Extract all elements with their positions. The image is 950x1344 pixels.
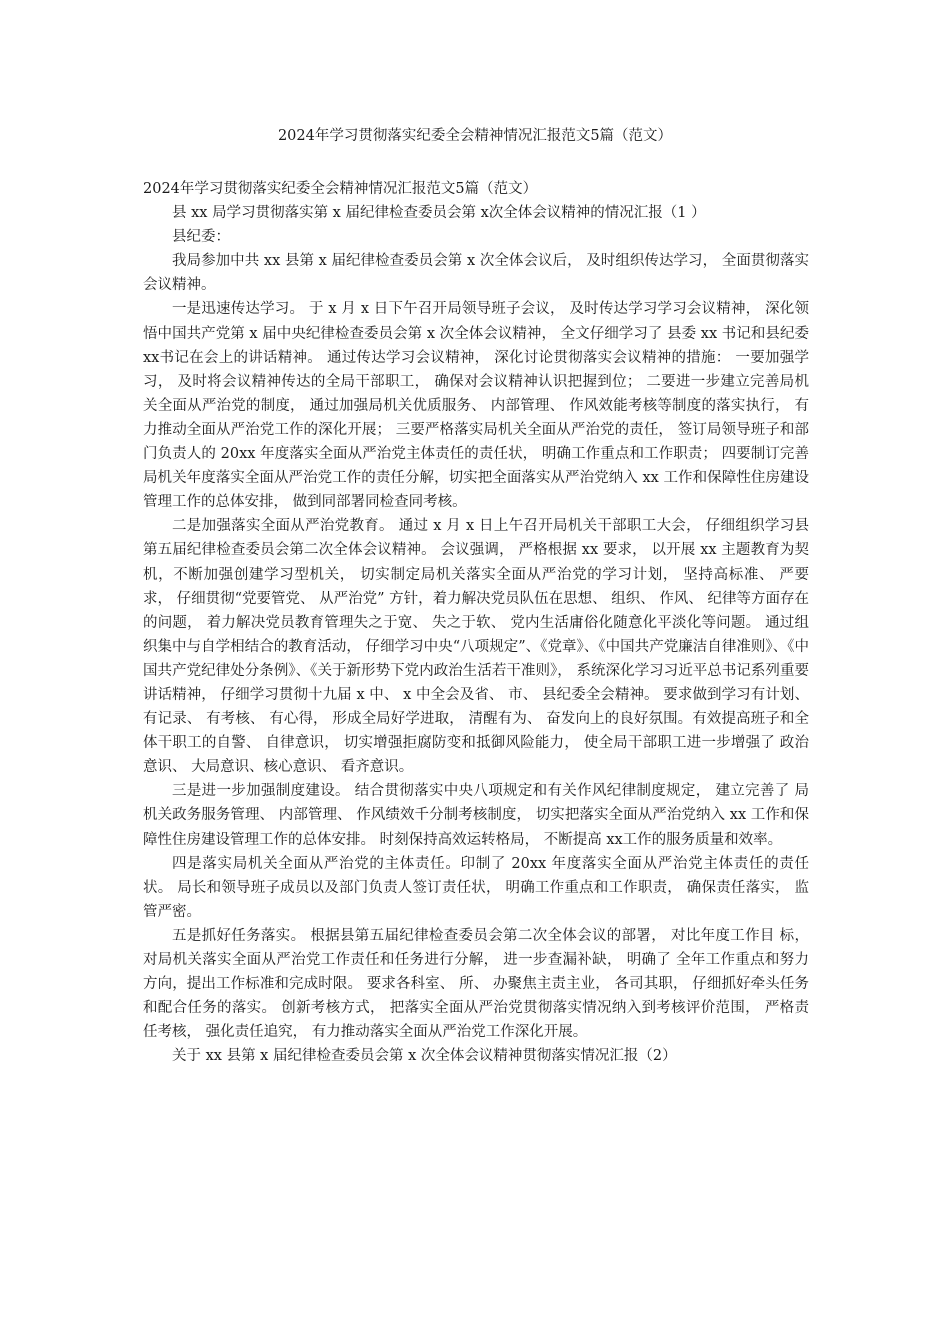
salutation: 县纪委： [172,229,230,246]
next-report-title: 关于 xx 县第 x 届纪律检查委员会第 x 次全体会议精神贯彻落实情况汇报（2） [172,1048,677,1065]
section-paragraph-5: 五是抓好任务落实。 根据县第五届纪律检查委员会第二次全体会议的部署， 对比年度工作目 标， 对局机关落实全面从严治党工作责任和任务进行分解， 进一步查漏补缺， 明确了 全年工作重点和努力方向，提出工作标准和完成时限。 要求各科室、 所、 办聚焦主责主业， 各司其职， 仔细抓好牵头任务和配合任务的落实。 创新考核方式， 把落实全面从严治党贯彻落实情况纳入到考核评价范围， 严格责任考核， 强化责任追究， 有力推动落实全面从严治党工作深化开展。 [143,927,809,1041]
document-title: 2024年学习贯彻落实纪委全会精神情况汇报范文5篇（范文） [277,128,673,144]
document-subtitle: 2024年学习贯彻落实纪委全会精神情况汇报范文5篇（范文） [143,181,538,197]
section-paragraph-4: 四是落实局机关全面从严治党的主体责任。印制了 20xx 年度落实全面从严治党主体责任的责任状。 局长和领导班子成员以及部门负责人签订责任状， 明确工作重点和工作职责， 确保责任落实， 监管严密。 [143,855,809,920]
section-paragraph-3: 三是进一步加强制度建设。 结合贯彻落实中央八项规定和有关作风纪律制度规定， 建立完善了 局机关政务服务管理、 内部管理、 作风绩效千分制考核制度， 切实把落实全面从严治党纳入 xx 工作和保障性住房建设管理工作的总体安排。 时刻保持高效运转格局， 不断提高 xx工作的服务质量和效率。 [143,783,809,848]
document-body [143,177,809,1068]
intro-paragraph: 我局参加中共 xx 县第 x 届纪律检查委员会第 x 次全体会议后， 及时组织传达学习， 全面贯彻落实会议精神。 [143,253,809,294]
section-paragraph-1: 一是迅速传达学习。 于 x 月 x 日下午召开局领导班子会议， 及时传达学习学习会议精神， 深化领悟中国共产党第 x 届中央纪律检查委员会第 x 次全体会议精神， 全文仔细学习了 县委 xx 书记和县纪委 xx书记在会上的讲话精神。 通过传达学习会议精神， 深化讨论贯彻落实会议精神的措施： 一要加强学习， 及时将会议精神传达的全局干部职工， 确保对会议精神认识把握到位； 二要进一步建立完善局机关全面从严治党的制度， 通过加强局机关优质服务、 内部管理、 作风效能考核等制度的落实执行， 有力推动全面从严治党工作的深化开展； 三要严格落实局机关全面从严治党的责任， 签订局领导班子和部门负责人的 20xx 年度落实全面从严治党主体责任的责任状， 明确工作重点和工作职责； 四要制订完善局机关年度落实全面从严治党工作的责任分解，切实把全面落实从严治党纳入 xx 工作和保障性住房建设管理工作的总体安排， 做到同部署同检查同考核。 [143,301,809,511]
report-title: 县 xx 局学习贯彻落实第 x 届纪律检查委员会第 x次全体会议精神的情况汇报（1 ） [172,205,706,222]
section-paragraph-2: 二是加强落实全面从严治党教育。 通过 x 月 x 日上午召开局机关干部职工大会， 仔细组织学习县第五届纪律检查委员会第二次全体会议精神。 会议强调， 严格根据 xx 要求， 以开展 xx 主题教育为契机，不断加强创建学习型机关， 切实制定局机关落实全面从严治党的学习计划， 坚持高标准、 严要求， 仔细贯彻“党要管党、 从严治党” 方针，着力解决党员队伍在思想、 组织、 作风、 纪律等方面存在的问题， 着力解决党员教育管理失之于宽、 失之于软、 党内生活庸俗化随意化平淡化等问题。 通过组织集中与自学相结合的教育活动， 仔细学习中央“八项规定”、《党章》、《中国共产党廉洁自律准则》、《中国共产党纪律处分条例》、《关于新形势下党内政治生活若干准则》， 系统深化学习习近平总书记系列重要讲话精神， 仔细学习贯彻十九届 x 中、 x 中全会及省、 市、 县纪委全会精神。 要求做到学习有计划、 有记录、 有考核、 有心得， 形成全局好学进取， 清醒有为、 奋发向上的良好氛围。有效提高班子和全体干职工的自警、 自律意识， 切实增强拒腐防变和抵御风险能力， 使全局干部职工进一步增强了 政治意识、 大局意识、核心意识、 看齐意识。 [143,518,809,776]
